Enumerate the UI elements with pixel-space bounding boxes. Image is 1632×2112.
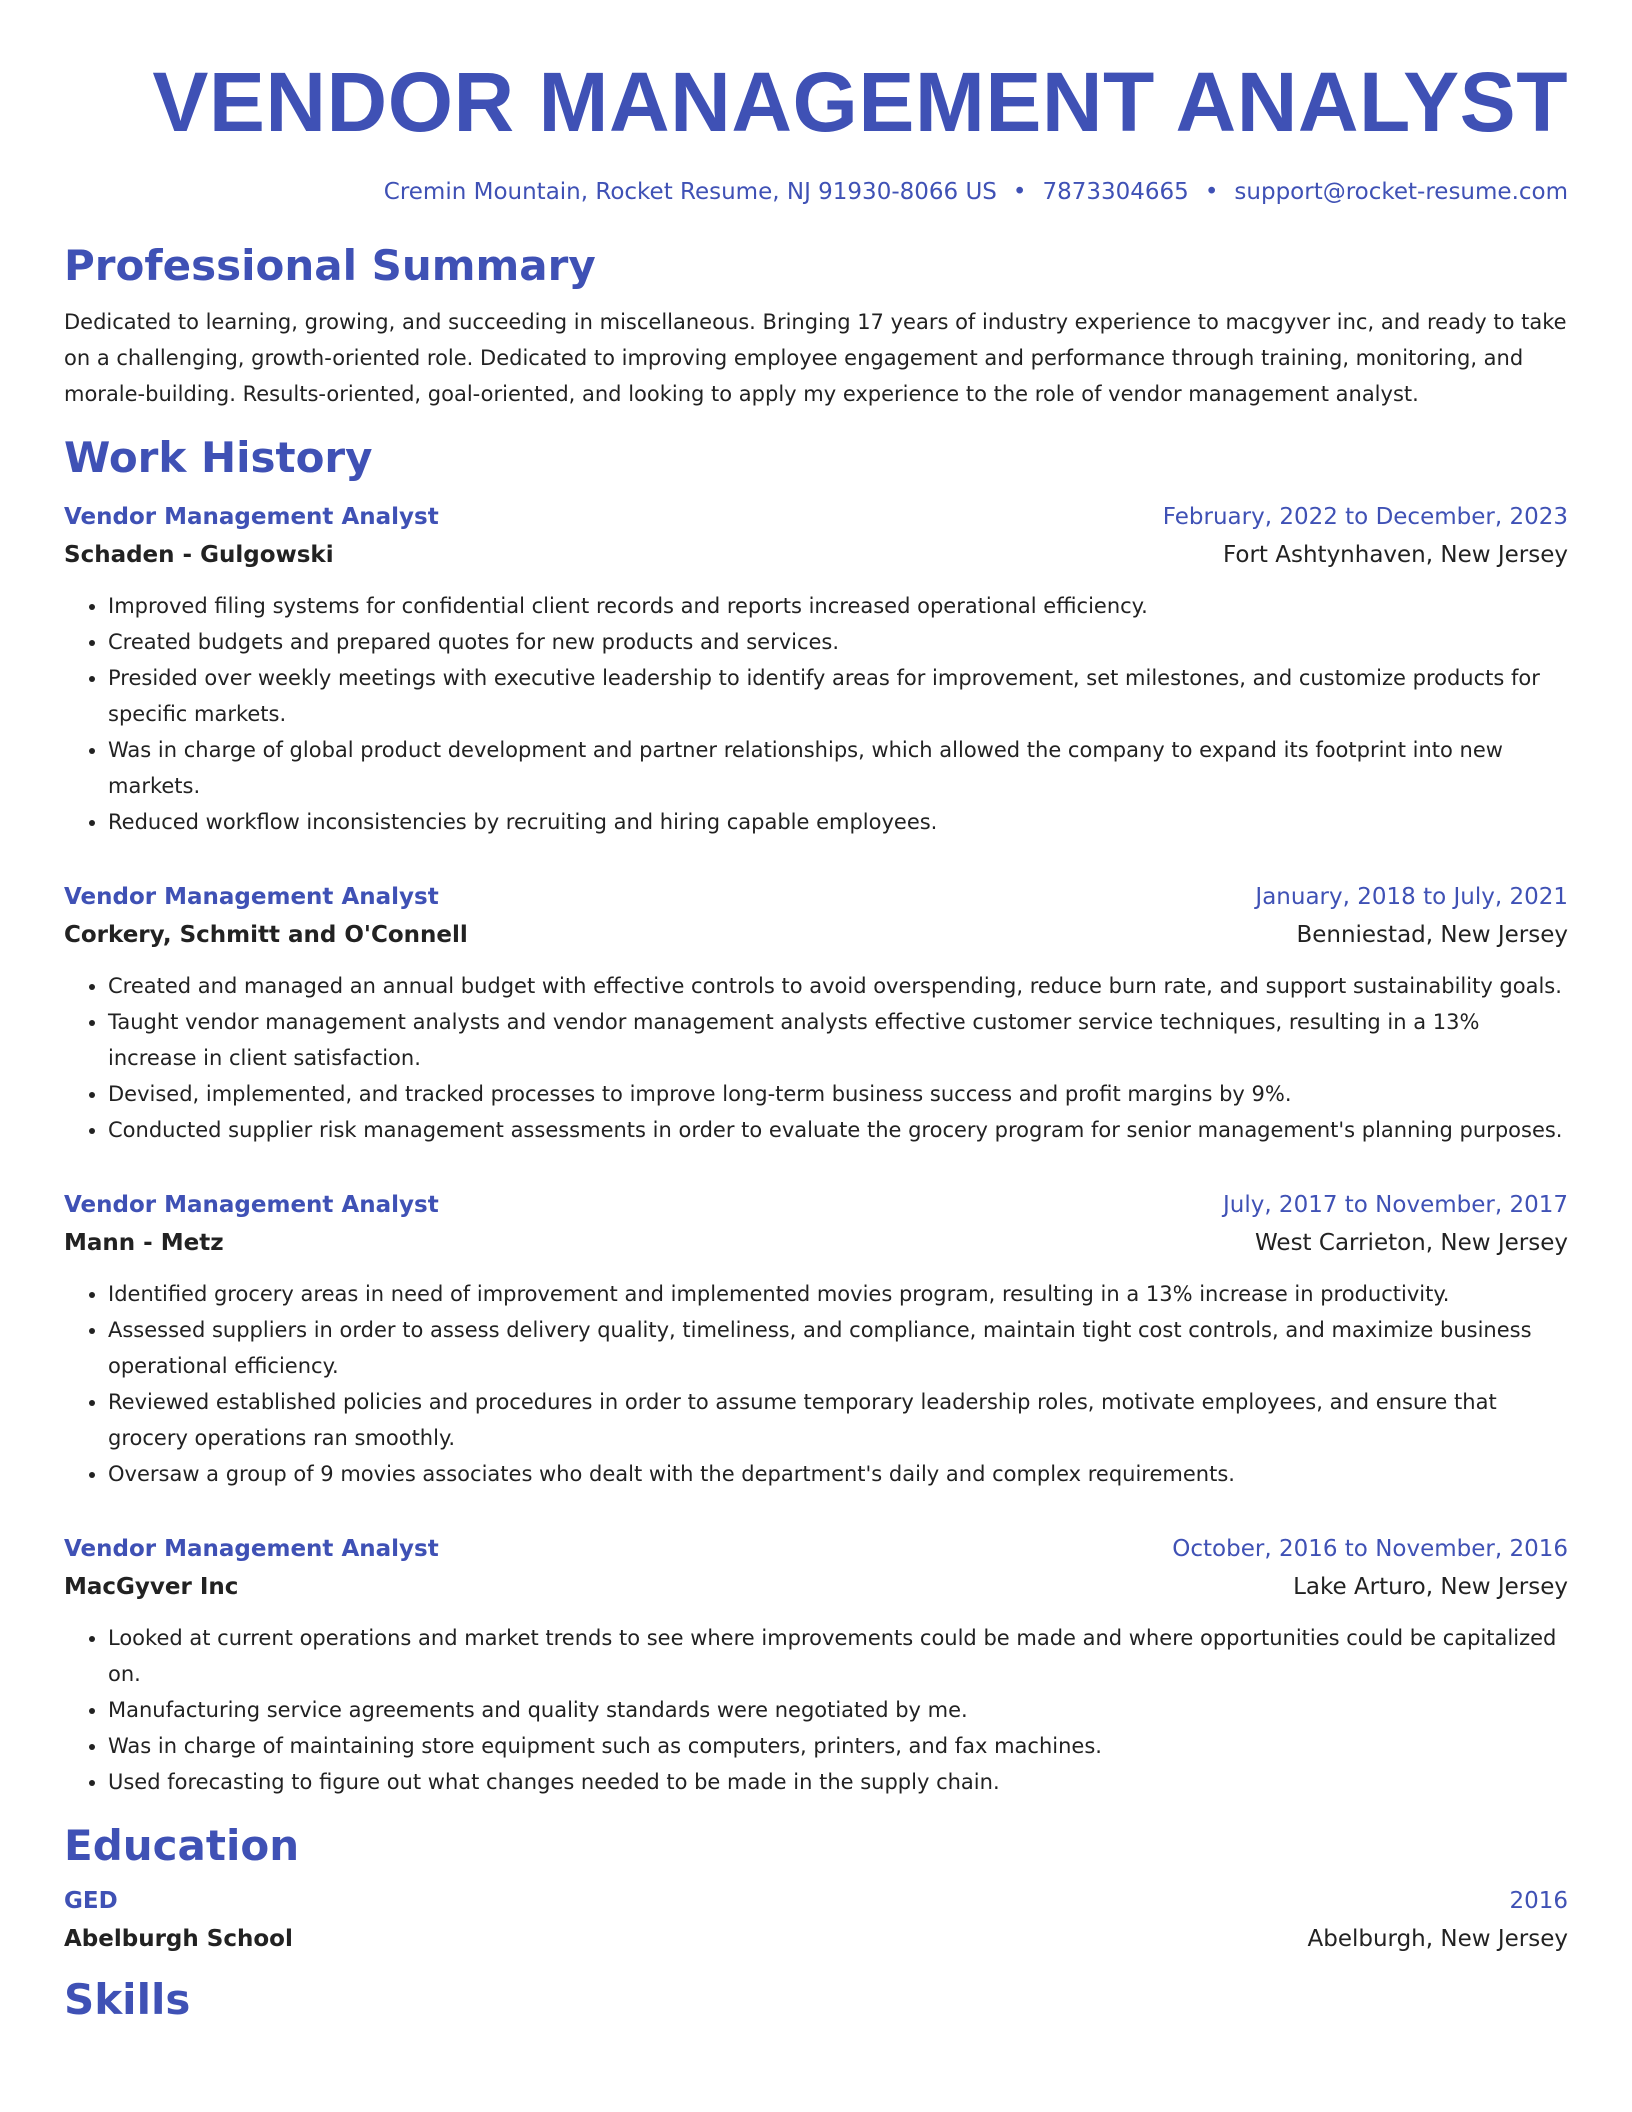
job-bullet: • Created and managed an annual budget with effective controls to avoid overspending, reduce burn rate, and support sustainability goals. — [108, 968, 1568, 1004]
summary-heading: Professional Summary — [64, 241, 596, 290]
work-history-heading: Work History — [64, 433, 373, 482]
job-bullets — [64, 1620, 1568, 1800]
contact-line — [64, 176, 1568, 208]
job-entry — [64, 878, 1568, 1148]
job-bullet: • Used forecasting to figure out what changes needed to be made in the supply chain. — [108, 1764, 1568, 1800]
education-year: 2016 — [1509, 1888, 1568, 1914]
job-company: Schaden - Gulgowski — [64, 542, 334, 568]
job-bullet: • Was in charge of global product development and partner relationships, which allowed the company to expand its footprint into new markets. — [108, 732, 1568, 804]
job-bullet: • Assessed suppliers in order to assess delivery quality, timeliness, and compliance, maintain tight cost controls, and maximize business operational efficiency. — [108, 1312, 1568, 1384]
job-location: Fort Ashtynhaven, New Jersey — [1222, 542, 1568, 568]
job-bullets — [64, 588, 1568, 840]
job-location: Benniestad, New Jersey — [1296, 922, 1568, 948]
resume-header — [64, 0, 1568, 208]
job-bullets — [64, 968, 1568, 1148]
candidate-title: VENDOR MANAGEMENT ANALYST — [152, 55, 1568, 149]
job-bullet: • Devised, implemented, and tracked processes to improve long-term business success and profit margins by 9%. — [108, 1076, 1568, 1112]
job-bullet: • Taught vendor management analysts and vendor management analysts effective customer service techniques, resulting in a 13% increase in client satisfaction. — [108, 1004, 1568, 1076]
job-dates: February, 2022 to December, 2023 — [1162, 504, 1568, 530]
contact-phone[interactable]: 7873304665 — [1042, 179, 1189, 205]
job-role: Vendor Management Analyst — [64, 1536, 439, 1562]
contact-separator: • — [1012, 179, 1027, 205]
job-dates: January, 2018 to July, 2021 — [1255, 884, 1568, 910]
job-company: Corkery, Schmitt and O'Connell — [64, 922, 468, 948]
job-role: Vendor Management Analyst — [64, 1192, 439, 1218]
job-location: Lake Arturo, New Jersey — [1293, 1574, 1568, 1600]
job-bullet: • Presided over weekly meetings with executive leadership to identify areas for improvement, set milestones, and customize products for specific markets. — [108, 660, 1568, 732]
contact-email[interactable]: support@rocket-resume.com — [1234, 179, 1568, 205]
job-bullet: • Created budgets and prepared quotes for new products and services. — [108, 624, 1568, 660]
job-role: Vendor Management Analyst — [64, 884, 439, 910]
education-heading: Education — [64, 1821, 300, 1870]
job-entry — [64, 1530, 1568, 1800]
summary-text: Dedicated to learning, growing, and succeeding in miscellaneous. Bringing 17 years of industry experience to macgyver inc, and ready to take on a challenging, growth-oriented role. Dedicated to improving employee engagement and performance through training, monitoring, and morale-building. Results-oriented, goal-oriented, and looking to apply my experience to the role of vendor management analyst. — [64, 310, 1567, 406]
job-bullet: • Oversaw a group of 9 movies associates who dealt with the department's daily and complex requirements. — [108, 1456, 1568, 1492]
job-dates: October, 2016 to November, 2016 — [1172, 1536, 1568, 1562]
job-bullet: • Manufacturing service agreements and quality standards were negotiated by me. — [108, 1692, 1568, 1728]
job-bullets — [64, 1276, 1568, 1492]
education-degree: GED — [64, 1888, 118, 1914]
job-bullet: • Reviewed established policies and procedures in order to assume temporary leadership roles, motivate employees, and ensure that grocery operations ran smoothly. — [108, 1384, 1568, 1456]
job-company: MacGyver Inc — [64, 1574, 239, 1600]
education-school: Abelburgh School — [64, 1926, 293, 1952]
education-entry — [64, 1882, 1568, 1958]
job-dates: July, 2017 to November, 2017 — [1222, 1192, 1568, 1218]
job-bullet: • Identified grocery areas in need of improvement and implemented movies program, resulting in a 13% increase in productivity. — [108, 1276, 1568, 1312]
education-location: Abelburgh, New Jersey — [1307, 1926, 1568, 1952]
contact-separator: • — [1204, 179, 1219, 205]
job-company: Mann - Metz — [64, 1230, 224, 1256]
job-role: Vendor Management Analyst — [64, 504, 439, 530]
job-entry — [64, 498, 1568, 840]
job-bullet: • Improved filing systems for confidential client records and reports increased operational efficiency. — [108, 588, 1568, 624]
job-location: West Carrieton, New Jersey — [1255, 1230, 1568, 1256]
contact-address: Cremin Mountain, Rocket Resume, NJ 91930-8066 US — [383, 179, 997, 205]
job-bullet: • Reduced workflow inconsistencies by recruiting and hiring capable employees. — [108, 804, 1568, 840]
job-entry — [64, 1186, 1568, 1492]
job-bullet: • Conducted supplier risk management assessments in order to evaluate the grocery program for senior management's planning purposes. — [108, 1112, 1568, 1148]
skills-heading: Skills — [64, 1975, 191, 2024]
job-bullet: • Was in charge of maintaining store equipment such as computers, printers, and fax machines. — [108, 1728, 1568, 1764]
job-bullet: • Looked at current operations and market trends to see where improvements could be made and where opportunities could be capitalized on. — [108, 1620, 1568, 1692]
